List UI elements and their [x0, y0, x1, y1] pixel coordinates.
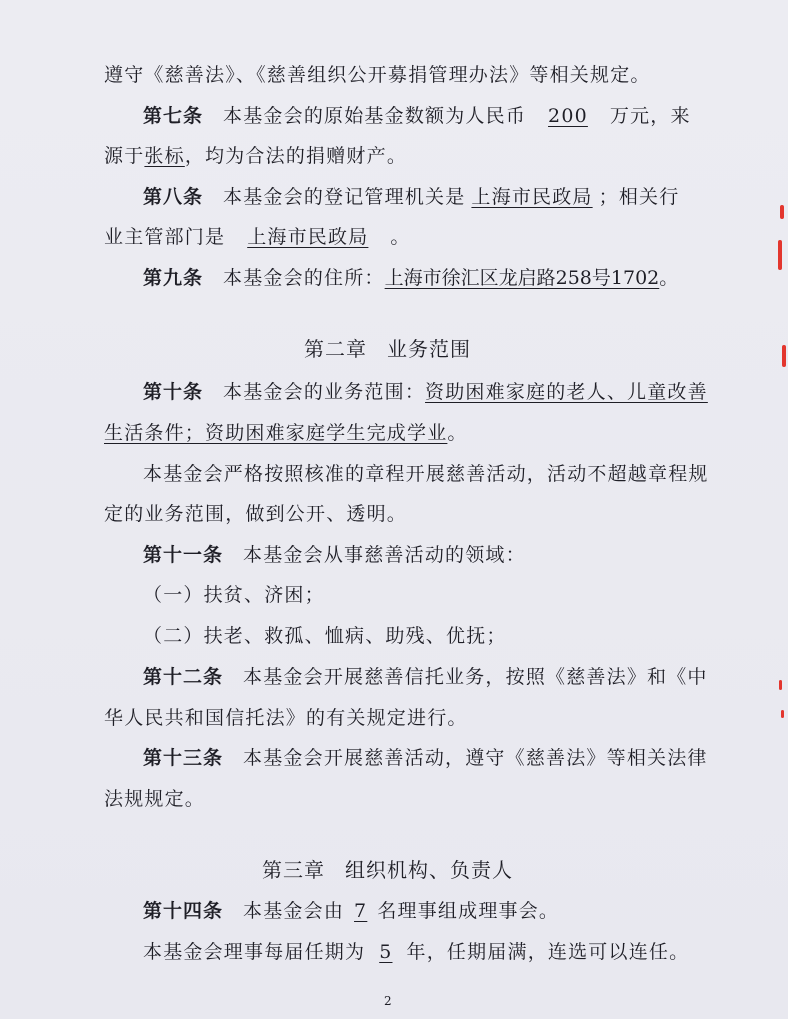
seal-edge-mark — [782, 345, 786, 367]
text-line: 本基金会严格按照核准的章程开展慈善活动，活动不超越章程规 — [143, 463, 709, 485]
article-9-line: 第九条 本基金会的住所：上海市徐汇区龙启路258号1702。 — [143, 267, 680, 289]
article-10-line: 第十条 本基金会的业务范围：资助困难家庭的老人、儿童改善 — [143, 381, 708, 403]
chapter-2-heading: 第二章 业务范围 — [304, 337, 471, 361]
seal-edge-mark — [779, 680, 782, 690]
text-line: 华人民共和国信托法》的有关规定进行。 — [104, 707, 468, 729]
list-item: （二）扶老、救孤、恤病、助残、优抚； — [143, 625, 507, 647]
filled-blank: 上海市徐汇区龙启路258号1702 — [384, 267, 660, 289]
article-12-line: 第十二条 本基金会开展慈善信托业务，按照《慈善法》和《中 — [143, 666, 708, 688]
seal-edge-mark — [780, 205, 784, 219]
article-label: 第八条 — [143, 186, 204, 208]
article-7-line: 第七条 本基金会的原始基金数额为人民币 200 万元，来 — [143, 105, 691, 127]
text-line: 本基金会理事每届任期为 5 年，任期届满，连选可以连任。 — [143, 941, 690, 963]
article-label: 第十条 — [143, 381, 204, 403]
article-label: 第七条 — [143, 105, 204, 127]
filled-blank: 上海市民政局 — [247, 226, 369, 248]
article-14-line: 第十四条 本基金会由 7 名理事组成理事会。 — [143, 900, 560, 922]
text-line: 业主管部门是 上海市民政局 。 — [104, 226, 411, 248]
filled-blank: 生活条件；资助困难家庭学生完成学业 — [104, 422, 448, 444]
article-label: 第九条 — [143, 267, 204, 289]
filled-blank: 7 — [354, 900, 368, 922]
article-8-line: 第八条 本基金会的登记管理机关是 上海市民政局 ；相关行 — [143, 186, 680, 208]
filled-blank: 张标 — [144, 145, 185, 167]
filled-blank: 5 — [379, 941, 393, 963]
filled-blank: 200 — [548, 105, 588, 127]
text-line: 定的业务范围，做到公开、透明。 — [104, 503, 408, 525]
article-label: 第十三条 — [143, 747, 224, 769]
text-line: 源于张标，均为合法的捐赠财产。 — [104, 145, 408, 167]
article-11-line: 第十一条 本基金会从事慈善活动的领域： — [143, 544, 526, 566]
article-label: 第十一条 — [143, 544, 224, 566]
text-line: 生活条件；资助困难家庭学生完成学业。 — [104, 422, 468, 444]
seal-edge-mark — [778, 240, 782, 270]
article-label: 第十四条 — [143, 900, 224, 922]
filled-blank: 上海市民政局 — [471, 186, 593, 208]
text-line: 法规规定。 — [104, 788, 206, 810]
text-line: 遵守《慈善法》、《慈善组织公开募捐管理办法》等相关规定。 — [104, 64, 651, 86]
page-number: 2 — [384, 994, 392, 1008]
chapter-3-heading: 第三章 组织机构、负责人 — [262, 858, 513, 882]
list-item: （一）扶贫、济困； — [143, 584, 325, 606]
seal-edge-mark — [781, 710, 784, 718]
article-13-line: 第十三条 本基金会开展慈善活动，遵守《慈善法》等相关法律 — [143, 747, 708, 769]
filled-blank: 资助困难家庭的老人、儿童改善 — [425, 381, 708, 403]
article-label: 第十二条 — [143, 666, 224, 688]
